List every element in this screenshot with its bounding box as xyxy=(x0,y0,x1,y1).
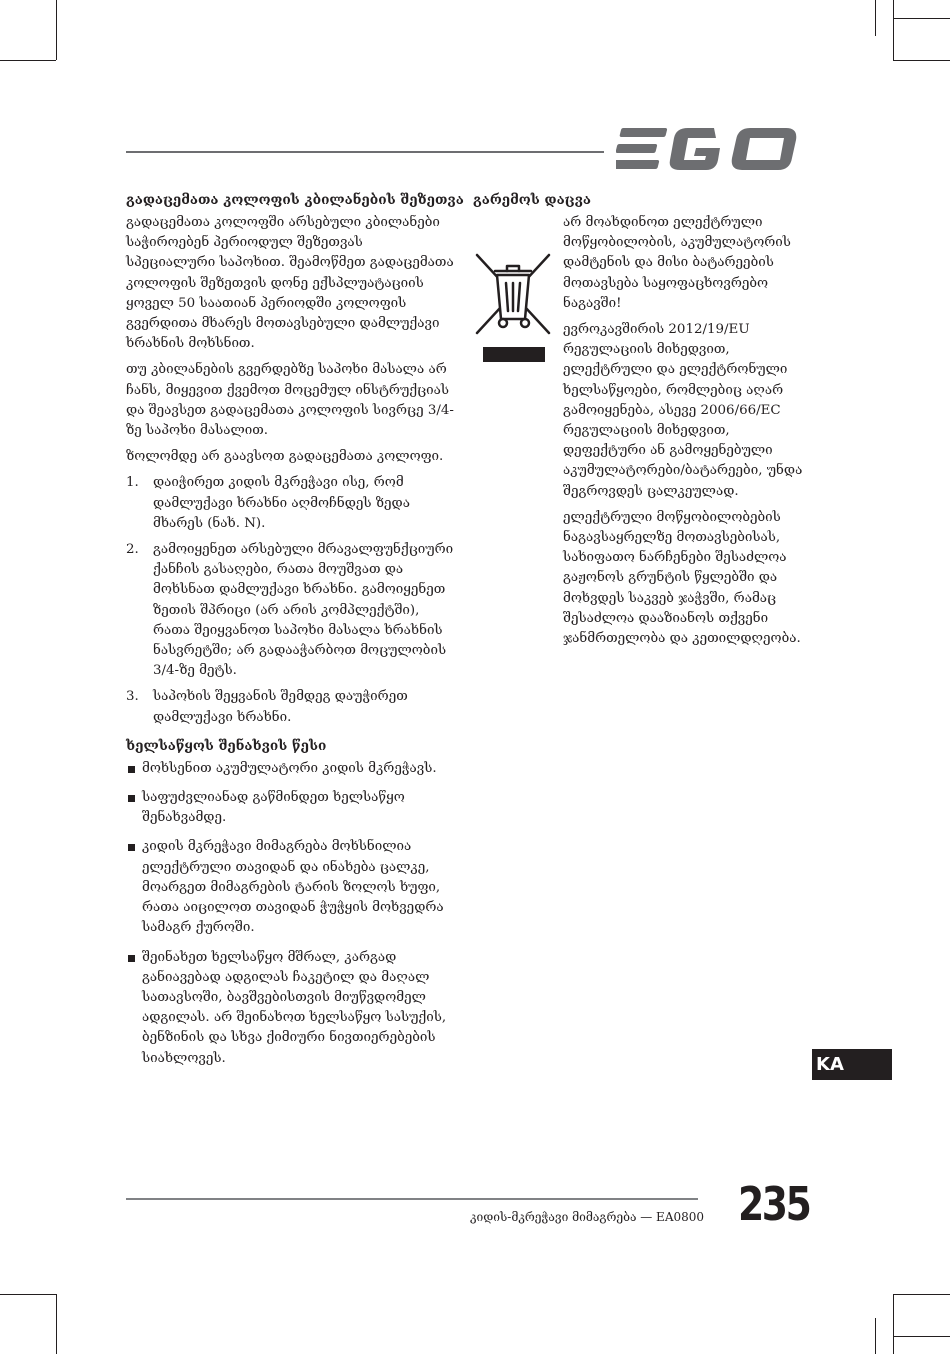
bullet-square-icon xyxy=(128,955,135,962)
crop-mark xyxy=(875,1318,876,1354)
list-item xyxy=(126,837,456,938)
crop-mark xyxy=(893,1294,894,1354)
weee-bar xyxy=(483,347,545,362)
section-title-storage: ხელსაწყოს შენახვის წესი xyxy=(126,737,327,754)
list-item xyxy=(126,473,456,534)
header-rule xyxy=(126,151,604,153)
environment-block xyxy=(473,213,813,655)
crop-mark xyxy=(56,1294,57,1354)
paragraph: ელექტრული მოწყობილობების ნაგავსაყრელზე მოთავსებისას, სახიფათო ნარჩენები შესაძლოა გაჟონოს გრუნტის წყლებში და მოხვდეს საკვებ ჯაჭვში, რამაც შესაძლოა დააზიანოს თქვენი ჯანმრთელობა და კეთილდღეობა. xyxy=(563,509,801,647)
list-item xyxy=(126,759,456,779)
weee-symbol xyxy=(473,213,563,655)
crop-mark xyxy=(893,1294,950,1295)
steps-list xyxy=(126,473,456,727)
crop-mark xyxy=(875,0,876,36)
footer-product-label: კიდის-მკრეჭავი მიმაგრება — EA0800 xyxy=(470,1210,705,1224)
step-text: გამოიყენეთ არსებული მრავალფუნქციური ქანჩის გასაღები, რათა მოუშვათ და მოხსნათ დამლუქავი ხრახნი. გამოიყენეთ ზეთის შპრიცი (არ არის კომპლექტში), რათა შეიყვანოთ საპოხი მასალა ხრახნის ნასვრეტში; არ გადააჭარბოთ მოცულობის 3/4-ზე მეტს. xyxy=(153,542,454,679)
list-item xyxy=(126,948,456,1069)
list-item xyxy=(126,687,456,727)
bullet-text: კიდის მკრეჭავი მიმაგრება მოხსნილია ელექტრული თავიდან და ინახება ცალკე, მოარგეთ მიმაგრების ტარის ზოლოს ხუფი, რათა აიცილოთ თავიდან ჭუჭყის მოხვედრა სამაგრ ქუროში. xyxy=(142,839,444,936)
crop-mark xyxy=(56,0,57,60)
storage-bullet-list xyxy=(126,759,456,1069)
step-number: 3. xyxy=(126,689,139,705)
list-item xyxy=(126,788,456,828)
language-tab: KA xyxy=(812,1049,892,1080)
step-text: საპოხის შეყვანის შემდეგ დაუჭირეთ დამლუქავი ხრახნი. xyxy=(153,689,408,725)
paragraph: ევროკავშირის 2012/19/EU რეგულაციის მიხედვით, ელექტრული და ელექტრონული ხელსაწყოები, რომლებიც აღარ გამოიყენება, ასევე 2006/66/EC რეგულაციის მიხედვით, დეფექტური ან გამოყენებული აკუმულატორები/ბატარეები, უნდა შეგროვდეს ცალკეულად. xyxy=(563,322,803,499)
bullet-text: საფუძვლიანად გაწმინდეთ ხელსაწყო შენახვამდე. xyxy=(142,790,405,826)
step-number: 1. xyxy=(126,475,139,491)
right-column xyxy=(473,190,813,655)
bullet-square-icon xyxy=(128,795,135,802)
crop-mark xyxy=(893,1336,950,1337)
step-text: დაიჭირეთ კიდის მკრეჭავი ისე, რომ დამლუქავი ხრახნი აღმოჩნდეს ზედა მხარეს (ნახ. N). xyxy=(153,475,410,531)
environment-text xyxy=(563,213,813,655)
crop-mark xyxy=(893,60,950,61)
step-number: 2. xyxy=(126,542,139,558)
paragraph: არ მოახდინოთ ელექტრული მოწყობილობის, აკუმულატორის დამტენის და მისი ბატარეების მოთავსება საყოფაცხოვრებო ნაგავში! xyxy=(563,215,791,311)
bullet-square-icon xyxy=(128,766,135,773)
list-item xyxy=(126,540,456,681)
left-column xyxy=(126,190,464,1078)
bullet-text: მოხსენით აკუმულატორი კიდის მკრეჭავს. xyxy=(142,760,437,776)
footer-rule xyxy=(126,1198,698,1200)
page-number: 235 xyxy=(738,1177,810,1231)
paragraph: გადაცემათა კოლოფში არსებული კბილანები საჭიროებენ პერიოდულ შეზეთვას სპეციალური საპოხით. შეამოწმეთ გადაცემათა კოლოფის შეზეთვის დონე ექსპლუატაციის ყოველ 50 საათიან პერიოდში კოლოფის გვერდითა მხარეს მოთავსებული დამლუქავი ხრახნის მოხსნით. xyxy=(126,215,454,352)
ego-logo xyxy=(616,126,800,172)
crop-mark xyxy=(893,0,894,60)
bullet-text: შეინახეთ ხელსაწყო მშრალ, კარგად განიავებად ადგილას ჩაკეტილ და მაღალ სათავსოში, ბავშვებისთვის მიუწვდომელ ადგილას. არ შეინახოთ ხელსაწყო სასუქის, ბენზინის და სხვა ქიმიური ნივთიერებების სიახლოვეს. xyxy=(142,949,447,1066)
crop-mark xyxy=(0,1294,56,1295)
crop-mark xyxy=(893,18,950,19)
crossed-out-wheelie-bin-icon xyxy=(473,253,553,335)
bullet-square-icon xyxy=(128,844,135,851)
section-title-gear-lubrication: გადაცემათა კოლოფის კბილანების შეზეთვა xyxy=(126,192,464,208)
section-title-environment: გარემოს დაცვა xyxy=(473,192,591,208)
paragraph: თუ კბილანების გვერდებზე საპოხი მასალა არ ჩანს, მიყევით ქვემოთ მოცემულ ინსტრუქციას და შეავსეთ გადაცემათა კოლოფის სივრცე 3/4-ზე საპოხი მასალით. xyxy=(126,362,454,439)
paragraph: ზოლომდე არ გაავსოთ გადაცემათა კოლოფი. xyxy=(126,449,444,465)
crop-mark xyxy=(0,60,56,61)
